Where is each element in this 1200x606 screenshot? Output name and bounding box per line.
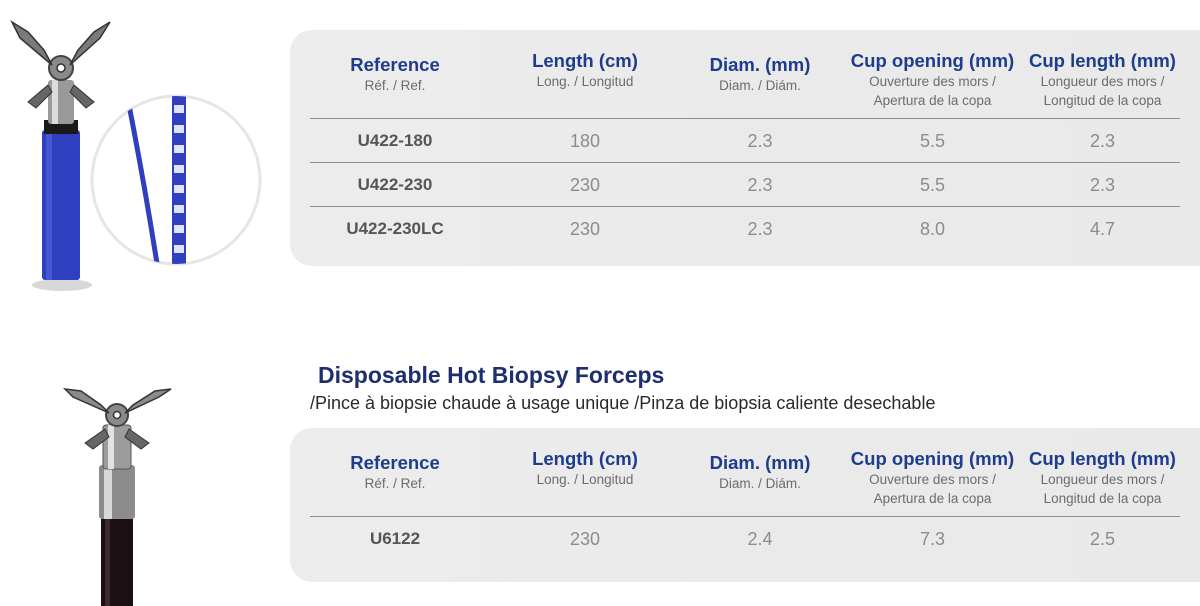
cell-cup-opening: 7.3	[919, 529, 946, 549]
header-main: Cup length (mm)	[1029, 448, 1176, 469]
cell-reference: U422-180	[357, 131, 433, 150]
header-main: Cup opening (mm)	[850, 50, 1015, 71]
header-sub: Diam. / Diám.	[719, 476, 801, 491]
cell-length: 230	[569, 529, 601, 549]
header-main: Reference	[350, 54, 440, 75]
cell-reference: U422-230LC	[346, 219, 444, 238]
header-sub: Apertura de la copa	[873, 491, 992, 506]
table-row	[310, 118, 1180, 163]
spec-table-panel-2	[290, 428, 1200, 582]
header-sub: Ouverture des mors /	[869, 472, 996, 487]
header-sub: Réf. / Ref.	[364, 78, 426, 93]
cell-length: 230	[569, 175, 601, 195]
header-diam	[680, 452, 840, 493]
header-cup-length	[1010, 50, 1195, 110]
cell-diam: 2.3	[747, 219, 773, 239]
hot-biopsy-forceps-image	[55, 385, 185, 606]
header-sub: Long. / Longitud	[536, 472, 634, 487]
header-main: Diam. (mm)	[709, 452, 811, 473]
cell-diam: 2.3	[747, 131, 773, 151]
header-main: Reference	[350, 452, 440, 473]
header-sub: Ouverture des mors /	[869, 74, 996, 89]
header-sub: Longueur des mors /	[1040, 74, 1165, 89]
header-reference	[310, 452, 480, 493]
table-row	[310, 206, 1180, 251]
table-row	[310, 516, 1180, 561]
cell-diam: 2.3	[747, 175, 773, 195]
header-main: Cup opening (mm)	[850, 448, 1015, 469]
header-sub: Longueur des mors /	[1040, 472, 1165, 487]
header-sub: Réf. / Ref.	[364, 476, 426, 491]
cell-cup-length: 2.5	[1089, 529, 1116, 549]
header-cup-opening	[830, 448, 1035, 508]
sheath-detail-magnifier-image	[86, 90, 266, 270]
spec-table-panel-1	[290, 30, 1200, 266]
header-sub: Longitud de la copa	[1043, 93, 1162, 108]
header-main: Length (cm)	[532, 50, 638, 71]
header-main: Cup length (mm)	[1029, 50, 1176, 71]
header-main: Length (cm)	[532, 448, 638, 469]
cell-diam: 2.4	[747, 529, 773, 549]
cell-cup-length: 2.3	[1089, 131, 1116, 151]
section-subtitle: /Pince à biopsie chaude à usage unique /Pinza de biopsia caliente desechable	[310, 393, 936, 413]
header-sub: Diam. / Diám.	[719, 78, 801, 93]
header-length	[490, 448, 680, 489]
header-main: Diam. (mm)	[709, 54, 811, 75]
header-diam	[680, 54, 840, 95]
cell-cup-opening: 5.5	[919, 131, 946, 151]
cell-cup-length: 2.3	[1089, 175, 1116, 195]
cell-reference: U422-230	[357, 175, 433, 194]
cell-cup-length: 4.7	[1089, 219, 1116, 239]
section-title: Disposable Hot Biopsy Forceps	[318, 362, 665, 388]
cell-cup-opening: 5.5	[919, 175, 946, 195]
cell-length: 180	[569, 131, 601, 151]
table-row	[310, 162, 1180, 207]
cell-reference: U6122	[369, 529, 421, 548]
header-cup-length	[1010, 448, 1195, 508]
cell-length: 230	[569, 219, 601, 239]
header-cup-opening	[830, 50, 1035, 110]
header-sub: Apertura de la copa	[873, 93, 992, 108]
header-sub: Longitud de la copa	[1043, 491, 1162, 506]
header-length	[490, 50, 680, 91]
header-sub: Long. / Longitud	[536, 74, 634, 89]
cell-cup-opening: 8.0	[919, 219, 946, 239]
header-reference	[310, 54, 480, 95]
